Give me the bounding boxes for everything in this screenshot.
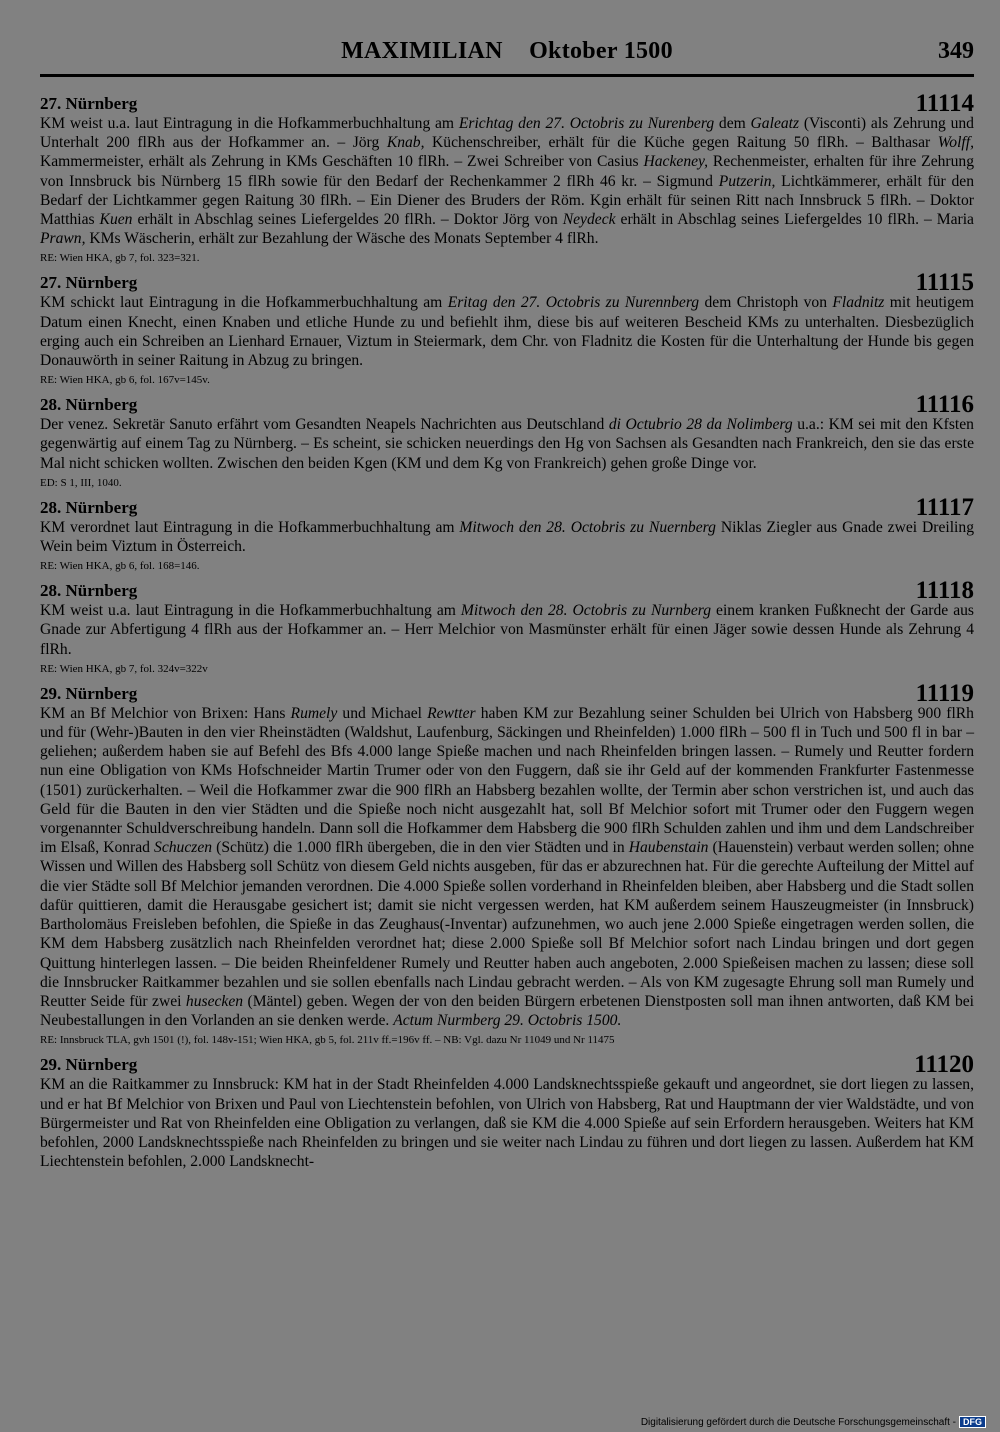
italic-quote: Rumely [290, 704, 338, 722]
entry-heading [40, 269, 974, 297]
italic-quote: Galeatz [750, 115, 800, 132]
regest-entry [40, 1053, 974, 1171]
text-run: KM an Bf Melchior von Brixen: Hans [40, 704, 291, 722]
entry-source: ED: S 1, III, 1040. [40, 476, 122, 489]
italic-quote: Actum Nurmberg 29. Octobris 1500. [393, 1012, 622, 1030]
italic-quote: Eritag den 27. Octobris zu Nurennberg [447, 294, 700, 312]
entry-date-place: 29. Nürnberg [40, 1055, 138, 1075]
entry-number: 11114 [915, 90, 974, 117]
regest-entry [40, 271, 974, 387]
entry-heading [40, 90, 974, 117]
text-run: KM an die Raitkammer zu Innsbruck: KM hat in der Stadt Rheinfelden 4.000 Landsknechtsspieße gekauft und angeordnet, sie dort liegen zu lassen, und er hat Bf Melchior von Brixen und Paul von Liechtenstein befohlen, von Ulrich von Habsberg, Rat und Hauptmann der vier Waldstädte, und von Bürgermeister und Rat von Rheinfelden eine Obligation zu verlangen, daß sie KM die 4.000 Spieße auf sein Erfordern herausgeben. Weiters hat KM befohlen, 2000 Landsknechtsspieße nach Rheinfelden zu bringen und sie weiter nach Lindau zu führen und dort liegen zu lassen. Außerdem hat KM Liechtenstein befohlen, 2.000 Landsknecht- [40, 1076, 974, 1171]
text-run: dem Christoph von [699, 294, 833, 312]
text-run: (Visconti) als Zehrung und Unterhalt 200 flRh aus der Hofkammer an. – Jörg [40, 115, 974, 152]
text-run: KM weist u.a. laut Eintragung in die Hofkammerbuchhaltung am [40, 115, 459, 132]
footer-credit [641, 1416, 986, 1428]
text-run: Der venez. Sekretär Sanuto erfährt vom Gesandten Neapels Nachrichten aus Deutschland [40, 416, 609, 434]
entry-heading [40, 577, 974, 605]
entry-source: RE: Wien HKA, gb 7, fol. 324v=322v [40, 662, 208, 675]
entry-number: 11117 [915, 493, 974, 521]
entry-source: RE: Wien HKA, gb 7, fol. 323=321. [40, 252, 200, 265]
entry-date-place: 28. Nürnberg [40, 581, 138, 601]
entry-source: RE: Wien HKA, gb 6, fol. 168=146. [40, 560, 200, 573]
running-title-date: Oktober 1500 [529, 38, 673, 64]
italic-quote: husecken [185, 992, 244, 1010]
text-run: KM schickt laut Eintragung in die Hofkammerbuchhaltung am [40, 294, 448, 312]
entry-source: RE: Innsbruck TLA, gvh 1501 (!), fol. 148v-151; Wien HKA, gb 5, fol. 211v ff.=196v ff. – NB: Vgl. dazu Nr 11049 und Nr 11475 [40, 1034, 615, 1047]
regest-entry [40, 92, 974, 265]
text-run: Rechenmeister, erhalten für ihre Zehrung von Innsbruck bis Nürnberg 15 flRh sowie für den Bedarf der Rechenkammer 2 flRh 46 kr. – Sigmund [40, 153, 974, 190]
italic-quote: Schuczen [154, 839, 213, 857]
text-run: (Schütz) die 1.000 flRh übergeben, die in den vier Städten und in [212, 839, 629, 857]
entry-date-place: 27. Nürnberg [40, 273, 138, 293]
entry-date-place: 28. Nürnberg [40, 497, 138, 517]
text-run: Lichtkämmerer, erhält für den Bedarf der Lichtkammer gegen Raitung 30 flRh. – Ein Diener des Bruders der Röm. Kgin erhält für seinen Ritt nach Innsbruck 5 flRh. – Doktor Matthias [40, 172, 974, 229]
entry-date-place: 29. Nürnberg [40, 683, 138, 703]
italic-quote: Prawn, [40, 230, 86, 248]
text-run: KM weist u.a. laut Eintragung in die Hofkammerbuchhaltung am [40, 602, 461, 620]
text-run: Niklas Ziegler aus Gnade zwei Dreiling Wein beim Viztum in Österreich. [40, 518, 974, 556]
text-run: (Hauenstein) verbaut werden sollen; ohne Wissen und Willen des Habsberg soll Schütz von diesem Geld nichts ausgeben, für das er abzurechnen hat. Für die gerechte Aufteilung der Mittel auf die vier Städte soll Bf Melchior jemanden verordnen. Die 4.000 Spieße sollen vorderhand in Rheinfelden bleiben, aber Habsberg und die Stadt sollen dafür quittieren, damit die Herausgabe gesichert ist; damit sie nicht vergessen werden, hat KM außerdem seinem Hauszeugmeister (in Innsbruck) Bartholomäus Freisleben befohlen, die Spieße in das Zeughaus(-Inventar) aufzunehmen, wo auch jene 2.000 Spieße eingetragen werden sollen, die KM dem Habsberg zusätzlich nach Rheinfelden verordnet hat; diese 2.000 Spieße soll Bf Melchior sofort nach Lindau bringen und dort gegen Quittung hinterlegen lassen. – Die beiden Rheinfeldener Rumely und Reutter haben auch angeboten, 2.000 Spießeisen machen zu lassen; diese soll die Innsbrucker Raitkammer bezahlen und sie sollen ebenfalls nach Lindau gebracht werden. – Als von KM zugesagte Ehrung soll man Rumely und Reutter Seide für zwei [40, 839, 974, 1010]
entry-heading [40, 1051, 974, 1079]
entries-list [40, 92, 974, 1177]
italic-quote: di Octubrio 28 da Nolimberg [608, 416, 793, 434]
entry-date-place: 27. Nürnberg [40, 94, 138, 113]
entry-number: 11118 [915, 577, 974, 605]
entry-text [40, 293, 974, 370]
page-number: 349 [938, 38, 974, 64]
entry-heading [40, 493, 974, 521]
italic-quote: Mitwoch den 28. Octobris zu Nuernberg [459, 518, 716, 536]
text-run: erhält in Abschlag seines Liefergeldes 10 flRh. – Maria [615, 211, 974, 229]
italic-quote: Wolff, [937, 134, 974, 152]
running-title-name: MAXIMILIAN [341, 38, 503, 64]
entry-source: RE: Wien HKA, gb 6, fol. 167v=145v. [40, 374, 210, 387]
italic-quote: Putzerin, [718, 172, 776, 190]
page-header [40, 30, 974, 77]
text-run: und Michael [337, 704, 428, 722]
text-run: (Mäntel) geben. Wegen der von den beiden Bürgern erbetenen Dienstposten soll man ihnen antworten, daß KM bei Neubestallungen in den Vorlanden an sie denken werde. [40, 992, 974, 1030]
italic-quote: Rewtter [427, 704, 476, 722]
entry-number: 11116 [915, 391, 974, 419]
running-title [40, 38, 974, 65]
text-run: dem [714, 115, 751, 132]
text-run: KMs Wäscherin, erhält zur Bezahlung der Wäsche des Monats September 4 flRh. [85, 230, 599, 248]
italic-quote: Erichtag den 27. Octobris zu Nurenberg [458, 115, 715, 132]
italic-quote: Haubenstain [628, 839, 709, 857]
italic-quote: Fladnitz [832, 294, 885, 312]
italic-quote: Mitwoch den 28. Octobris zu Nurnberg [460, 602, 712, 620]
footer-text: Digitalisierung gefördert durch die Deutsche Forschungsgemeinschaft - [640, 1417, 956, 1428]
regest-entry [40, 579, 974, 676]
entry-text [40, 1075, 974, 1171]
entry-text [40, 518, 974, 556]
entry-number: 11119 [915, 679, 974, 707]
italic-quote: Neydeck [562, 211, 616, 229]
text-run: Kammermeister, erhält als Zehrung in KMs Geschäften 10 flRh. – Zwei Schreiber von Casius [40, 153, 644, 171]
entry-text [40, 704, 974, 1030]
regest-entry [40, 493, 974, 573]
text-run: u.a.: KM sei mit den Kfsten gegenwärtig auf einem Tag zu Nürnberg. – Es scheint, sie schicken neuerdings den Hg von Sachsen als Gesandten nach Frankreich, den sie das erste Mal nicht schicken wollten. Zwischen den beiden Kgen (KM und dem Kg von Frankreich) gehen große Dinge vor. [40, 416, 974, 472]
entry-heading [40, 391, 974, 419]
entry-number: 11120 [914, 1051, 974, 1079]
regest-entry [40, 679, 974, 1047]
italic-quote: Knab, [386, 134, 425, 152]
regest-entry [40, 393, 974, 490]
text-run: mit heutigem Datum einen Knecht, einen Knaben und etliche Hunde zu und befiehlt ihm, diese bis auf weiteren Bescheid KMs zu unterhalten. Diesbezüglich erging auch ein Schreiben an Lienhard Ernauer, Viztum in Steiermark, dem Chr. von Fladnitz die Kosten für die Unterhaltung der Hunde bis gegen Donauwörth in seiner Raitung in Abzug zu bringen. [40, 294, 974, 370]
entry-number: 11115 [915, 269, 974, 297]
italic-quote: Hackeney, [643, 153, 708, 171]
text-run: KM verordnet laut Eintragung in die Hofkammerbuchhaltung am [40, 518, 460, 536]
text-run: einem kranken Fußknecht der Garde aus Gnade zur Abfertigung 4 flRh aus der Hofkammer an. – Herr Melchior von Masmünster erhält für einen Jäger sowie dessen Hunde als Zehrung 4 flRh. [40, 602, 974, 658]
dfg-logo: DFG [959, 1416, 986, 1428]
text-run: erhält in Abschlag seines Liefergeldes 20 flRh. – Doktor Jörg von [132, 211, 563, 229]
text-run: haben KM zur Bezahlung seiner Schulden bei Ulrich von Habsberg 900 flRh und für (Wehr-)Bauten in den vier Rheinstädten (Waldshut, Laufenburg, Säckingen und Rheinfelden) 1.000 flRh – 500 fl in Tuch und 500 fl in bar – geliehen; außerdem haben sie auf Befehl des Bfs 4.000 lange Spieße machen und nach Rheinfelden bringen lassen. – Rumely und Reutter fordern nun eine Obligation von KMs Hofschneider Martin Trumer oder von den Fuggern, daß sie ihr Geld auf der kommenden Frankfurter Fastenmesse (1501) zurückerhalten. – Weil die Hofkammer zwar die 900 flRh an Habsberg bezahlen wollte, der Termin aber schon verstrichen ist, und auch das Geld für die Bauten in den vier Städten und die Spieße noch nicht ausgezahlt hat, soll Bf Melchior sofort mit Trumer oder den Fuggern wegen vorgenannter Schuldverschreibung handeln. Dann soll die Hofkammer dem Habsberg die 900 flRh Schulden zahlen und ihm und dem Landschreiber im Elsaß, Konrad [40, 704, 974, 857]
entry-text [40, 114, 974, 248]
text-run: Küchenschreiber, erhält für die Küche gegen Raitung 50 flRh. – Balthasar [424, 134, 938, 152]
entry-text [40, 601, 974, 659]
entry-text [40, 415, 974, 473]
entry-heading [40, 679, 974, 707]
italic-quote: Kuen [99, 211, 133, 229]
entry-date-place: 28. Nürnberg [40, 395, 138, 415]
